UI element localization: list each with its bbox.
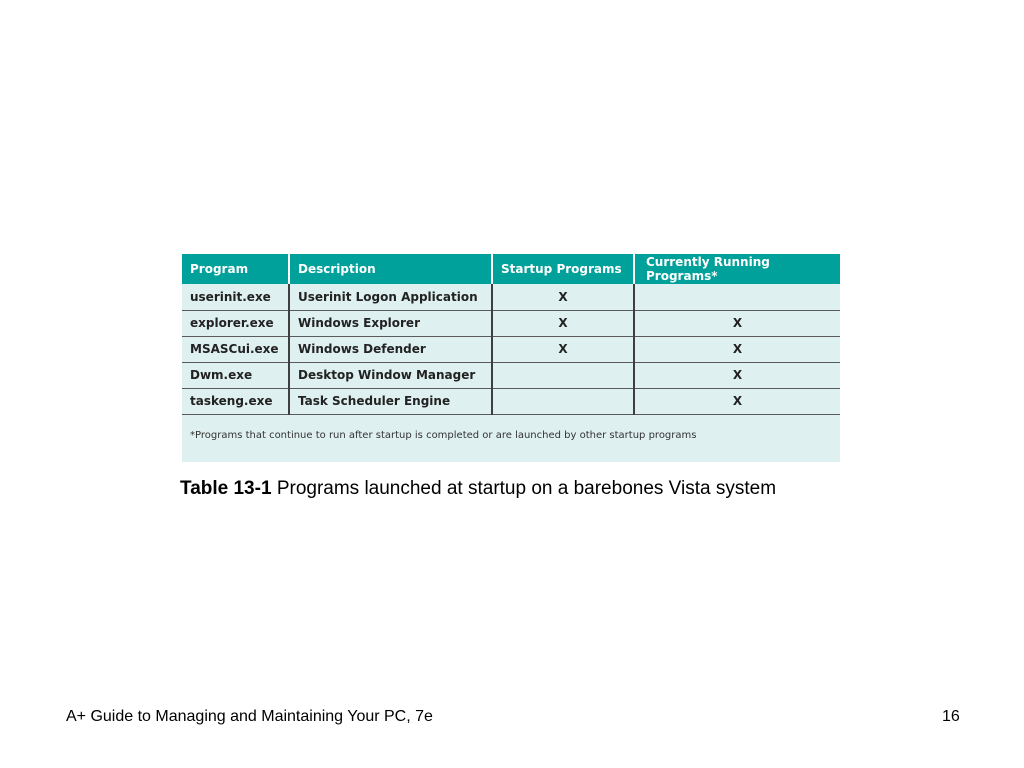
description-cell: Windows Defender: [289, 336, 492, 362]
caption-label: Table 13-1: [180, 478, 272, 499]
running-mark-cell: X: [634, 388, 840, 414]
header-program: Program: [182, 254, 289, 284]
footer-book-title: A+ Guide to Managing and Maintaining Your PC, 7e: [66, 708, 433, 725]
header-currently-running: Currently Running Programs*: [634, 254, 840, 284]
table-row: [182, 310, 840, 336]
running-mark-cell: X: [634, 310, 840, 336]
program-cell: taskeng.exe: [182, 388, 289, 414]
caption-text: Programs launched at startup on a barebones Vista system: [276, 478, 777, 499]
table-footnote: *Programs that continue to run after startup is completed or are launched by other startup programs: [190, 430, 697, 441]
running-mark-cell: [634, 284, 840, 310]
program-cell: Dwm.exe: [182, 362, 289, 388]
startup-mark-cell: X: [492, 336, 634, 362]
startup-mark-cell: [492, 362, 634, 388]
description-cell: Task Scheduler Engine: [289, 388, 492, 414]
startup-mark-cell: X: [492, 284, 634, 310]
description-cell: Desktop Window Manager: [289, 362, 492, 388]
description-cell: Userinit Logon Application: [289, 284, 492, 310]
program-cell: userinit.exe: [182, 284, 289, 310]
table-row: [182, 362, 840, 388]
table-row: [182, 388, 840, 414]
program-cell: MSASCui.exe: [182, 336, 289, 362]
startup-mark-cell: X: [492, 310, 634, 336]
table-header-row: [182, 254, 840, 284]
running-mark-cell: X: [634, 362, 840, 388]
startup-programs-table: [182, 254, 840, 415]
description-cell: Windows Explorer: [289, 310, 492, 336]
table-caption: [180, 478, 776, 500]
table-figure: [182, 254, 840, 462]
header-startup-programs: Startup Programs: [492, 254, 634, 284]
header-description: Description: [289, 254, 492, 284]
program-cell: explorer.exe: [182, 310, 289, 336]
running-mark-cell: X: [634, 336, 840, 362]
table-row: [182, 336, 840, 362]
page-number: 16: [942, 708, 960, 725]
table-row: [182, 284, 840, 310]
startup-mark-cell: [492, 388, 634, 414]
